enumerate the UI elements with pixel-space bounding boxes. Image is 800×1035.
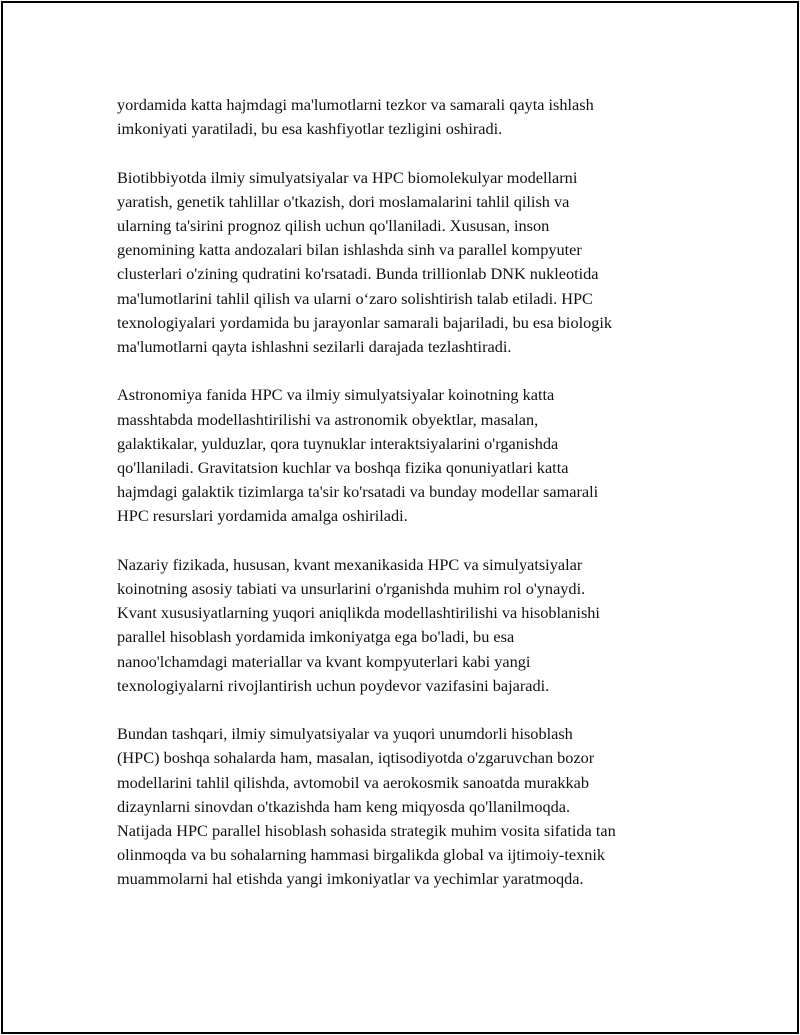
text-line: ma'lumotlarini tahlil qilish va ularni o‘zaro solishtirish talab etiladi. HPC xyxy=(117,288,593,308)
text-line: clusterlari o'zining qudratini ko'rsatadi. Bunda trillionlab DNK nukleotida xyxy=(117,264,599,284)
text-line: texnologiyalari yordamida bu jarayonlar samarali bajariladi, bu esa biologik xyxy=(117,312,613,332)
text-line: olinmoqda va bu sohalarning hammasi birgalikda global va ijtimoiy-texnik xyxy=(117,845,606,865)
text-line: genomining katta andozalari bilan ishlashda sinh va parallel kompyuter xyxy=(117,240,582,260)
text-line: Nazariy fizikada, hususan, kvant mexanikasida HPC va simulyatsiyalar xyxy=(117,554,583,574)
paragraph xyxy=(117,722,683,891)
text-line: (HPC) boshqa sohalarda ham, masalan, iqtisodiyotda o'zgaruvchan bozor xyxy=(117,748,595,768)
text-line: Biotibbiyotda ilmiy simulyatsiyalar va HPC biomolekulyar modellarni xyxy=(117,167,578,187)
text-line: yaratish, genetik tahlillar o'tkazish, dori moslamalarini tahlil qilish va xyxy=(117,191,570,211)
text-line: nanoo'lchamdagi materiallar va kvant kompyuterlari kabi yangi xyxy=(117,651,531,671)
text-line: masshtabda modellashtirilishi va astronomik obyektlar, masalan, xyxy=(117,409,539,429)
text-line: ularning ta'sirini prognoz qilish uchun qo'llaniladi. Xususan, inson xyxy=(117,216,550,235)
text-line: koinotning asosiy tabiati va unsurlarini o'rganishda muhim rol o'ynaydi. xyxy=(117,579,586,599)
text-line: hajmdagi galaktik tizimlarga ta'sir ko'rsatadi va bunday modellar samarali xyxy=(117,482,599,502)
text-line: Bundan tashqari, ilmiy simulyatsiyalar va yuqori unumdorli hisoblash xyxy=(117,724,573,744)
paragraph xyxy=(117,93,683,141)
text-line: galaktikalar, yulduzlar, qora tuynuklar interaktsiyalarini o'rganishda xyxy=(117,433,559,453)
paragraph xyxy=(117,166,683,360)
text-line: Natijada HPC parallel hisoblash sohasida strategik muhim vosita sifatida tan xyxy=(117,821,616,841)
text-line: qo'llaniladi. Gravitatsion kuchlar va boshqa fizika qonuniyatlari katta xyxy=(117,458,569,478)
text-line: imkoniyati yaratiladi, bu esa kashfiyotlar tezligini oshiradi. xyxy=(117,119,503,139)
text-line: modellarini tahlil qilishda, avtomobil va aerokosmik sanoatda murakkab xyxy=(117,772,590,792)
text-line: yordamida katta hajmdagi ma'lumotlarni tezkor va samarali qayta ishlash xyxy=(117,95,594,114)
text-line: Astronomiya fanida HPC va ilmiy simulyatsiyalar koinotning katta xyxy=(117,385,555,405)
text-line: parallel hisoblash yordamida imkoniyatga ega bo'ladi, bu esa xyxy=(117,627,515,647)
text-line: texnologiyalarni rivojlantirish uchun poydevor vazifasini bajaradi. xyxy=(117,675,550,695)
text-line: HPC resurslari yordamida amalga oshiriladi. xyxy=(117,506,408,526)
text-line: Kvant xususiyatlarning yuqori aniqlikda modellashtirilishi va hisoblanishi xyxy=(117,603,600,623)
paragraph xyxy=(117,383,683,528)
text-line: ma'lumotlarni qayta ishlashni sezilarli darajada tezlashtiradi. xyxy=(117,337,512,357)
paragraph xyxy=(117,553,683,698)
text-line: dizaynlarni sinovdan o'tkazishda ham keng miqyosda qo'llanilmoqda. xyxy=(117,796,571,816)
text-line: muammolarni hal etishda yangi imkoniyatlar va yechimlar yaratmoqda. xyxy=(117,869,584,889)
document-body xyxy=(117,93,683,916)
